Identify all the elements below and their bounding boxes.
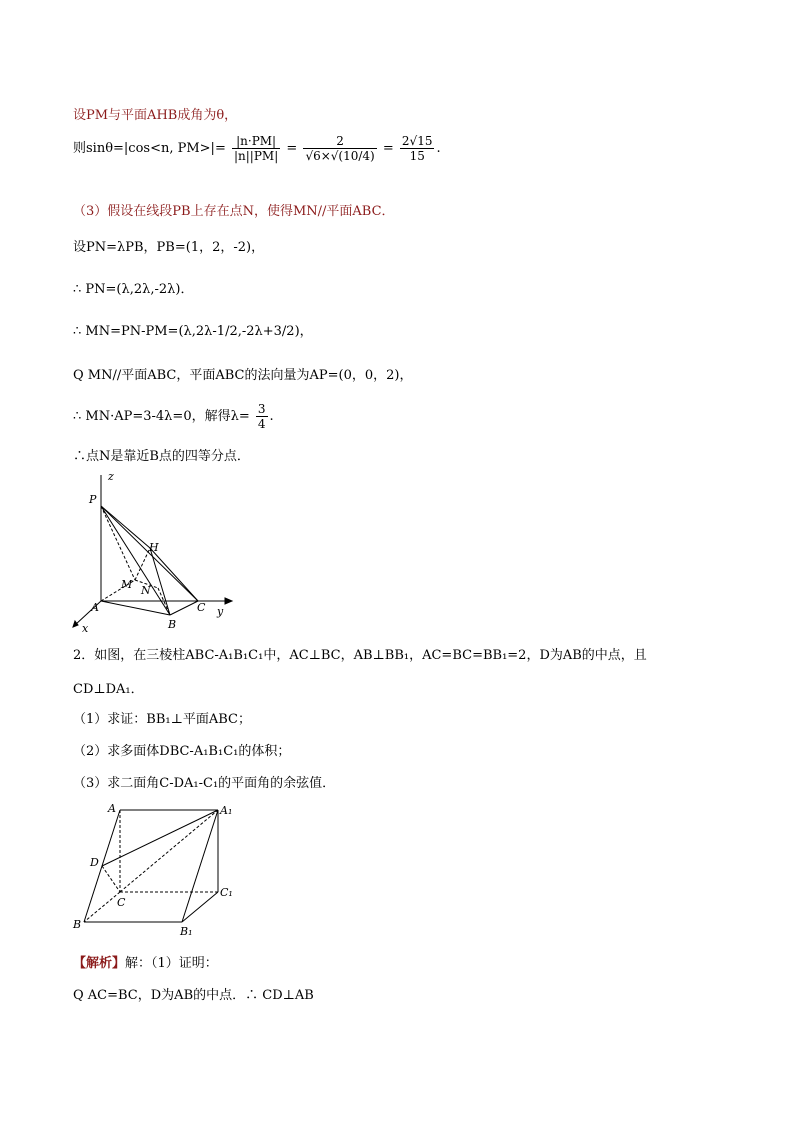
equals-sign: = [286,141,298,156]
label-D: D [90,856,99,869]
label-C: C [197,601,206,614]
text-line-8: ∴ MN·AP=3-4λ=0，解得λ= $\frac{3}{4}$ . [73,402,274,431]
label-N: N [141,584,151,597]
result-fraction-num: 2√15 [401,134,433,148]
result-fraction [400,134,435,163]
label-x: x [82,622,89,635]
label-A: A [91,601,99,614]
text-line-2: 则sinθ=|cos<n, PM>|= $\frac{|n\cdot PM|}{|n||PM|}$ = $\frac{2}{√6\times√(10/4)}$ = $\frac{2√15}{15}$ . [73,134,441,163]
text-line-6: ∴ MN=PN-PM=(λ,2λ-1/2,-2λ+3/2)， [73,324,313,339]
solution-intro: 解：（1）证明： [125,956,218,971]
label-B: B [73,918,82,931]
text-line-9: ∴点N是靠近B点的四等分点． [73,449,250,464]
label-A: A [108,802,116,815]
label-M: M [121,578,133,591]
value-fraction-num: 2 [303,134,376,149]
label-z: z [108,470,114,483]
label-P: P [89,493,97,506]
text-line-1 [73,104,237,123]
lambda-fraction [256,402,268,431]
line-1-text: 设PM与平面AHB成角为θ， [73,108,238,123]
question-2-line-1: 2．如图，在三棱柱ABC-A₁B₁C₁中，AC⊥BC，AB⊥BB₁，AC=BC=BB₁=2，D为AB的中点，且 [73,648,647,663]
pyramid-figure [70,470,240,635]
label-y: y [217,605,224,618]
result-fraction-den: 15 [409,149,425,163]
lambda-den: 4 [257,417,266,431]
value-fraction-den: √6×√(10/4) [305,149,375,163]
text-line-3: （3）假设在线段PB上存在点N，使得MN//平面ABC． [73,204,395,219]
prism-figure [70,798,240,938]
text-line-4: 设PN=λPB，PB=(1，2，-2)， [73,240,265,255]
question-2-part-2: （2）求多面体DBC-A₁B₁C₁的体积； [73,744,291,759]
value-fraction [303,134,376,163]
solution-tag: 【解析】 [73,956,126,971]
label-H: H [149,541,159,554]
question-2-part-1: （1）求证：BB₁⊥平面ABC； [73,712,251,727]
label-C1: C₁ [220,886,233,899]
cos-fraction [232,134,280,163]
label-C: C [117,896,126,909]
line-8-text: ∴ MN·AP=3-4λ=0，解得λ= [73,409,250,424]
question-2-part-3: （3）求二面角C-DA₁-C₁的平面角的余弦值． [73,776,336,791]
label-B: B [168,618,177,631]
sin-theta-expr: 则sinθ=|cos<n, PM>|= [73,141,226,156]
solution-heading [73,952,218,971]
question-2-line-2: CD⊥DA₁． [73,682,144,697]
text-line-7: Q MN//平面ABC，平面ABC的法向量为AP=(0，0，2)， [73,368,413,383]
label-A1: A₁ [220,804,233,817]
cos-fraction-num: |n·PM| [232,134,280,149]
cos-fraction-den: |n||PM| [233,149,279,163]
lambda-num: 3 [257,402,266,416]
text-line-5: ∴ PN=(λ,2λ,-2λ)． [73,282,194,297]
label-B1: B₁ [180,925,193,938]
solution-line-1: Q AC=BC，D为AB的中点．∴ CD⊥AB [73,988,314,1003]
